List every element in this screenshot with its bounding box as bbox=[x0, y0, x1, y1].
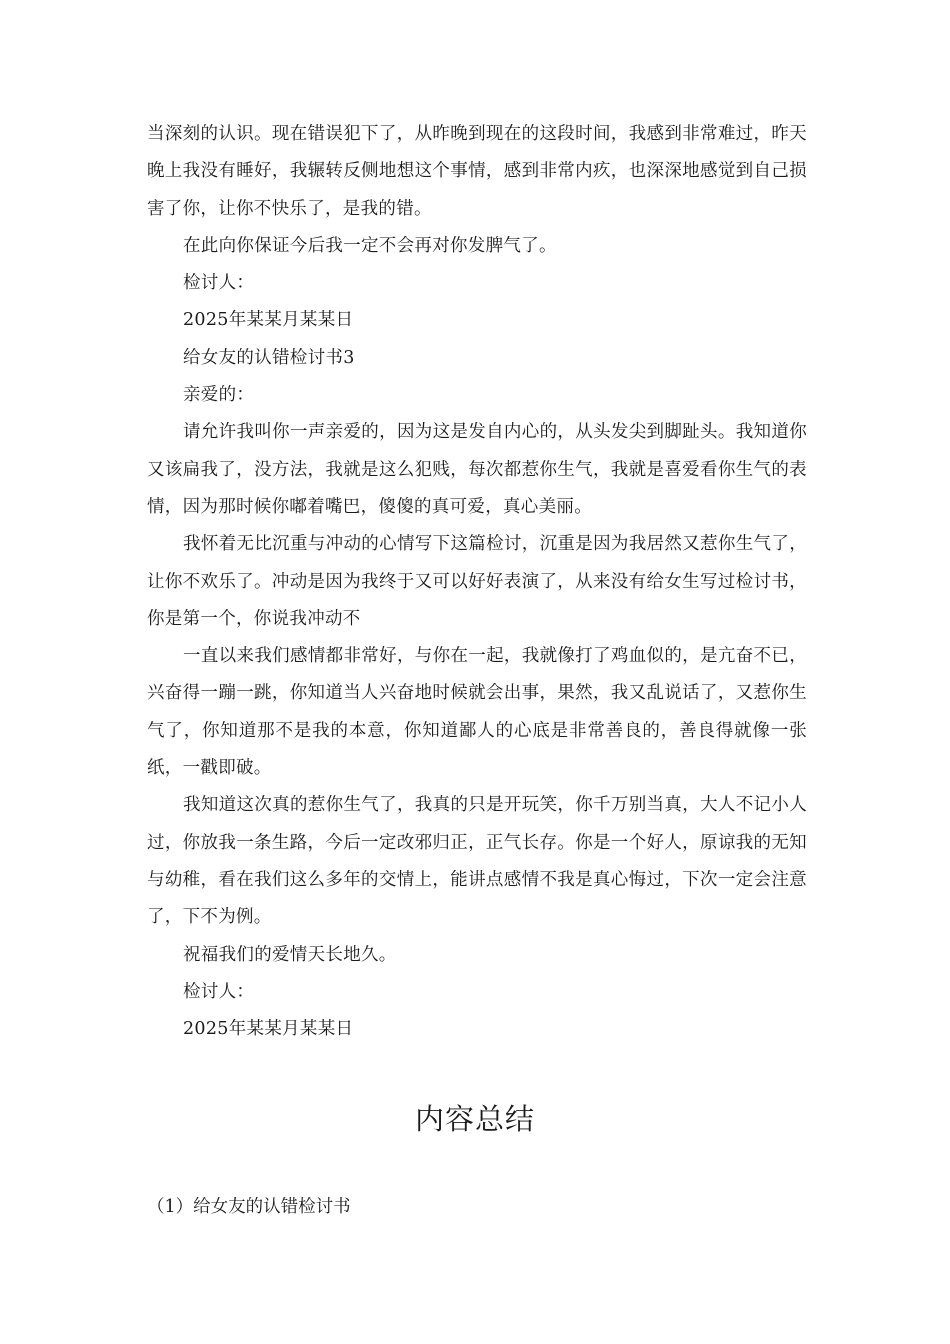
paragraph: 我怀着无比沉重与冲动的心情写下这篇检讨，沉重是因为我居然又惹你生气了，让你不欢乐了。冲动是因为我终于又可以好好表演了，从来没有给女生写过检讨书，你是第一个，你说我冲动不 bbox=[147, 534, 807, 629]
paragraph: 请允许我叫你一声亲爱的，因为这是发自内心的，从头发尖到脚趾头。我知道你又该扁我了，没方法，我就是这么犯贱，每次都惹你生气，我就是喜爱看你生气的表情，因为那时候你嘟着嘴巴，傻傻的真可爱，真心美丽。 bbox=[147, 422, 807, 517]
section-heading: 给女友的认错检讨书3 bbox=[183, 347, 355, 368]
signature-label: 检讨人： bbox=[183, 273, 255, 294]
date-line: 2025年某某月某某日 bbox=[183, 1019, 354, 1040]
summary-item: （1）给女友的认错检讨书 bbox=[147, 1197, 351, 1217]
closing-wish: 祝福我们的爱情天长地久。 bbox=[183, 944, 397, 965]
paragraph: 我知道这次真的惹你生气了，我真的只是开玩笑，你千万别当真，大人不记小人过，你放我一条生路，今后一定改邪归正，正气长存。你是一个好人，原谅我的无知与幼稚，看在我们这么多年的交情上，能讲点感情不我是真心悔过，下次一定会注意了，下不为例。 bbox=[147, 795, 807, 928]
paragraph-promise: 在此向你保证今后我一定不会再对你发脾气了。 bbox=[183, 235, 557, 256]
paragraph: 一直以来我们感情都非常好，与你在一起，我就像打了鸡血似的，是亢奋不已，兴奋得一蹦一跳，你知道当人兴奋地时候就会出事，果然，我又乱说话了，又惹你生气了，你知道那不是我的本意，你知道鄙人的心底是非常善良的，善良得就像一张纸，一戳即破。 bbox=[147, 646, 807, 779]
paragraph-continuation: 当深刻的认识。现在错误犯下了，从昨晚到现在的这段时间，我感到非常难过，昨天晚上我没有睡好，我辗转反侧地想这个事情，感到非常内疚，也深深地感觉到自己损害了你，让你不快乐了，是我的错。 bbox=[147, 124, 807, 219]
date-line: 2025年某某月某某日 bbox=[183, 310, 354, 331]
salutation: 亲爱的： bbox=[183, 385, 255, 406]
document-body bbox=[147, 116, 807, 1048]
signature-label: 检讨人： bbox=[183, 981, 255, 1002]
summary-title: 内容总结 bbox=[414, 1102, 535, 1136]
